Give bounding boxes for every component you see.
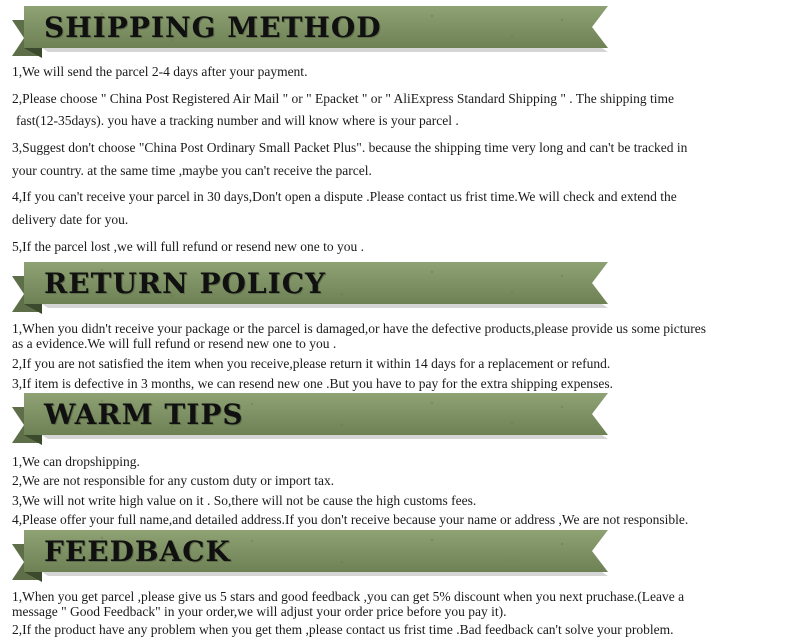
tips-item-3: 3,We will not write high value on it . So,there will not be cause the high customs fees.: [12, 493, 477, 508]
shipping-item-5: 5,If the parcel lost ,we will full refund or resend new one to you .: [12, 239, 365, 254]
section-title: SHIPPING METHOD: [44, 11, 382, 44]
return-item-1: 1,When you didn't receive your package or the parcel is damaged,or have the defective products,please provide us some pictures: [12, 321, 707, 336]
return-policy-banner: [12, 258, 608, 320]
tips-item-4: 4,Please offer your full name,and detailed address.If you don't receive because your name or address ,We are not responsible.: [12, 512, 689, 527]
shipping-item-2: 2,Please choose " China Post Registered Air Mail " or " Epacket " or " AliExpress Standard Shipping " . The shipping time: [12, 91, 674, 106]
feedback-item-2: 2,If the product have any problem when you get them ,please contact us frist time .Bad feedback can't solve your problem.: [12, 622, 674, 637]
warm-tips-banner: [12, 389, 608, 451]
tips-item-1: 1,We can dropshipping.: [12, 454, 140, 469]
feedback-banner: [12, 526, 608, 588]
section-title: FEEDBACK: [44, 535, 231, 568]
shipping-item-3: 3,Suggest don't choose "China Post Ordinary Small Packet Plus". because the shipping time very long and can't be tracked in: [12, 140, 688, 155]
return-item-3: 3,If item is defective in 3 months, we can resend new one .But you have to pay for the extra shipping expenses.: [12, 376, 613, 391]
shipping-item-2-cont: fast(12-35days). you have a tracking number and will know where is your parcel .: [16, 113, 459, 128]
tips-item-2: 2,We are not responsible for any custom duty or import tax.: [12, 473, 335, 488]
section-title: WARM TIPS: [44, 398, 244, 431]
feedback-item-1: 1,When you get parcel ,please give us 5 stars and good feedback ,you can get 5% discount when you next pruchase.(Leave a: [12, 589, 685, 604]
shipping-method-banner: [12, 2, 608, 64]
section-title: RETURN POLICY: [44, 267, 326, 300]
return-item-2: 2,If you are not satisfied the item when you receive,please return it within 14 days for a replacement or refund.: [12, 356, 611, 371]
return-item-1-cont: as a evidence.We will full refund or resend new one to you .: [12, 336, 337, 351]
shipping-item-1: 1,We will send the parcel 2-4 days after your payment.: [12, 64, 308, 79]
shipping-item-3-cont: your country. at the same time ,maybe you can't receive the parcel.: [12, 163, 372, 178]
shipping-item-4-cont: delivery date for you.: [12, 212, 129, 227]
feedback-item-1-cont: message " Good Feedback" in your order,we will adjust your order price before you pay it).: [12, 604, 507, 619]
shipping-item-4: 4,If you can't receive your parcel in 30 days,Don't open a dispute .Please contact us frist time.We will check and extend the: [12, 189, 677, 204]
